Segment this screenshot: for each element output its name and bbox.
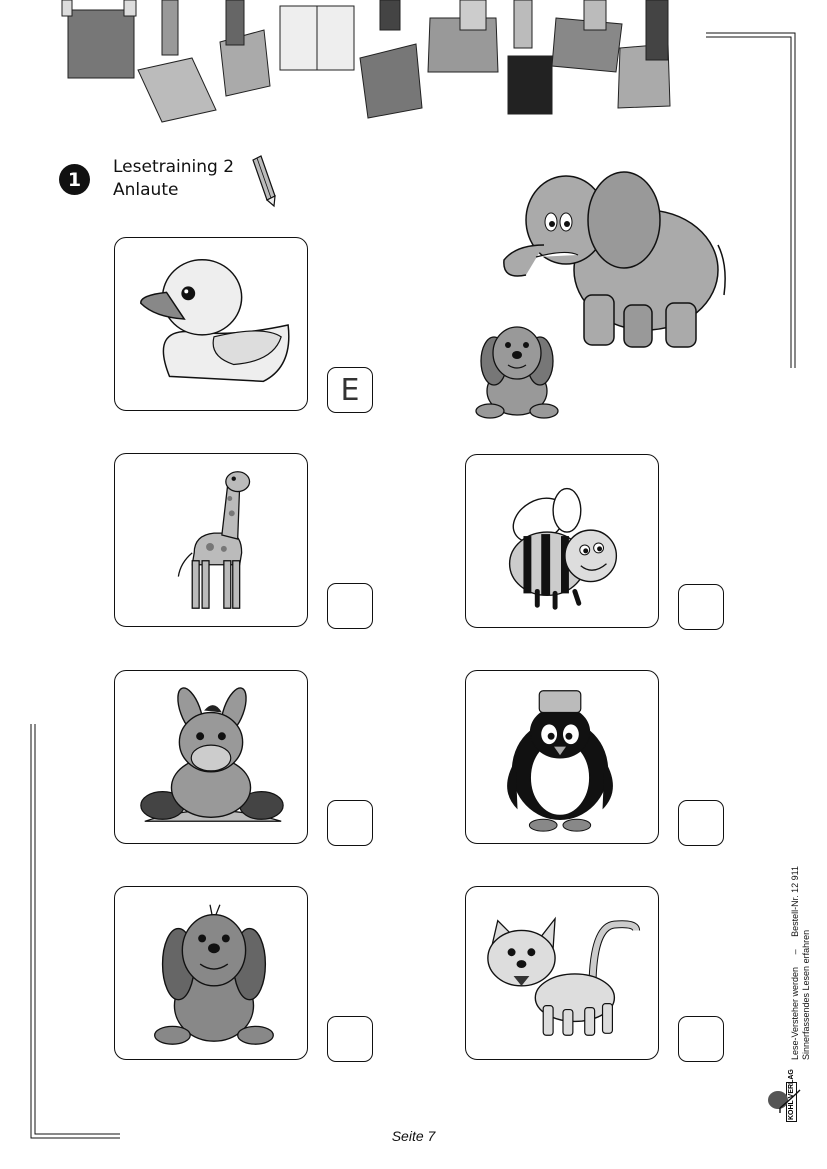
answer-box-penguin[interactable] xyxy=(678,800,724,846)
picture-card-duck xyxy=(114,237,308,411)
side-info-order-number: Bestell-Nr. 12 911 xyxy=(790,866,800,937)
answer-box-duck[interactable]: E xyxy=(327,367,373,413)
side-info-separator: – xyxy=(790,949,800,955)
answer-box-donkey[interactable] xyxy=(327,800,373,846)
picture-card-cat xyxy=(465,886,659,1060)
answer-box-bee[interactable] xyxy=(678,584,724,630)
giraffe-illustration xyxy=(115,454,307,626)
donkey-illustration xyxy=(115,671,307,843)
publisher-name: KOHL VERLAG xyxy=(788,1069,795,1120)
picture-card-bee xyxy=(465,454,659,628)
picture-card-penguin xyxy=(465,670,659,844)
page-number: Seite 7 xyxy=(391,1128,436,1144)
dog-small-illustration xyxy=(472,315,562,419)
picture-card-donkey xyxy=(114,670,308,844)
cat-illustration xyxy=(466,887,658,1059)
dog-illustration xyxy=(115,887,307,1059)
duck-illustration xyxy=(115,238,307,410)
side-info-line2: Sinnerfassendes Lesen erfahren xyxy=(801,929,811,1060)
header-banner xyxy=(50,0,690,125)
answer-box-giraffe[interactable] xyxy=(327,583,373,629)
picture-card-dog xyxy=(114,886,308,1060)
side-info-line1: Lese-Versteher werden xyxy=(790,966,800,1060)
exercise-title xyxy=(113,156,234,202)
picture-card-giraffe xyxy=(114,453,308,627)
pencil-icon xyxy=(250,154,280,208)
exercise-number-badge: 1 xyxy=(59,164,90,195)
tree-logo-icon xyxy=(766,1088,802,1114)
bee-illustration xyxy=(466,455,658,627)
exercise-title-line2: Anlaute xyxy=(113,180,179,200)
penguin-illustration xyxy=(466,671,658,843)
answer-box-cat[interactable] xyxy=(678,1016,724,1062)
side-info xyxy=(790,866,812,1060)
frame-bottom-left xyxy=(26,722,126,1142)
answer-box-dog[interactable] xyxy=(327,1016,373,1062)
exercise-title-line1: Lesetraining 2 xyxy=(113,157,235,177)
